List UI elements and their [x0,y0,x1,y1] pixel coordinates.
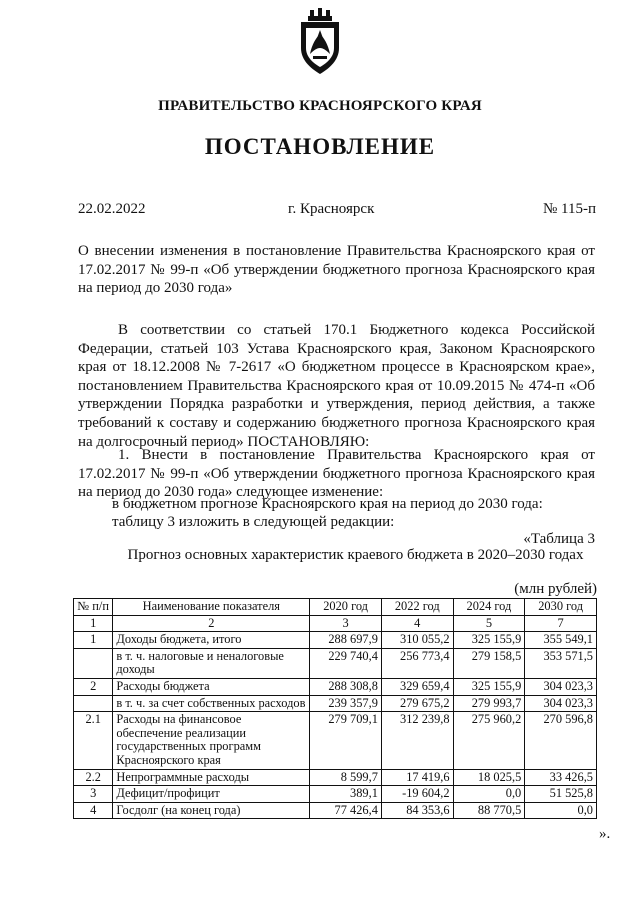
document-number: № 115-п [543,201,597,217]
table-row [74,695,597,712]
table-row [74,632,597,649]
row-num [74,695,113,712]
value-2022: 312 239,8 [381,712,453,769]
value-2022: 279 675,2 [381,695,453,712]
organization-name: ПРАВИТЕЛЬСТВО КРАСНОЯРСКОГО КРАЯ [158,98,482,114]
index-cell: 7 [525,615,597,632]
header-num: № п/п [74,599,113,616]
document-date: 22.02.2022 [78,201,146,217]
row-name: в т. ч. налоговые и неналоговые доходы [113,648,310,678]
row-num: 3 [74,786,113,803]
row-name: Расходы бюджета [113,678,310,695]
value-2020: 288 308,8 [310,678,382,695]
row-num: 1 [74,632,113,649]
table-row [74,712,597,769]
column-index-row [74,615,597,632]
value-2024: 18 025,5 [453,769,525,786]
value-2030: 270 596,8 [525,712,597,769]
value-2030: 51 525,8 [525,786,597,803]
index-cell: 2 [113,615,310,632]
value-2024: 88 770,5 [453,802,525,819]
value-2030: 304 023,3 [525,695,597,712]
document-type: ПОСТАНОВЛЕНИЕ [204,134,436,159]
value-2020: 8 599,7 [310,769,382,786]
value-2024: 0,0 [453,786,525,803]
value-2020: 279 709,1 [310,712,382,769]
value-2022: 256 773,4 [381,648,453,678]
value-2024: 279 158,5 [453,648,525,678]
value-2020: 77 426,4 [310,802,382,819]
value-2024: 325 155,9 [453,632,525,649]
document-subject: О внесении изменения в постановление Правительства Красноярского края от 17.02.2017 № 99-п «Об утверждении бюджетного прогноза Красноярского края на период до 2030 года» [78,243,595,297]
header-2020: 2020 год [310,599,382,616]
value-2030: 0,0 [525,802,597,819]
table-row [74,769,597,786]
row-name: Непрограммные расходы [113,769,310,786]
closing-quote: ». [599,826,611,842]
value-2020: 389,1 [310,786,382,803]
row-num: 2.1 [74,712,113,769]
row-name: в т. ч. за счет собственных расходов [113,695,310,712]
row-name: Дефицит/профицит [113,786,310,803]
value-2024: 275 960,2 [453,712,525,769]
value-2022: 17 419,6 [381,769,453,786]
index-cell: 5 [453,615,525,632]
value-2020: 288 697,9 [310,632,382,649]
header-2030: 2030 год [525,599,597,616]
value-2020: 239 357,9 [310,695,382,712]
header-name: Наименование показателя [113,599,310,616]
table-row [74,648,597,678]
coat-of-arms-icon [296,8,344,76]
row-name: Госдолг (на конец года) [113,802,310,819]
value-2030: 33 426,5 [525,769,597,786]
table-row [74,802,597,819]
table-units: (млн рублей) [514,581,597,597]
value-2030: 304 023,3 [525,678,597,695]
table-reference: «Таблица 3 [523,531,595,547]
table-header-row [74,599,597,616]
value-2024: 279 993,7 [453,695,525,712]
table-row [74,786,597,803]
row-num: 2 [74,678,113,695]
value-2024: 325 155,9 [453,678,525,695]
header-2024: 2024 год [453,599,525,616]
value-2022: 84 353,6 [381,802,453,819]
preamble-paragraph: В соответствии со статьей 170.1 Бюджетного кодекса Российской Федерации, статьей 103 Устава Красноярского края, Законом Красноярского края от 18.12.2008 № 7-2617 «О бюджетном процессе в Красноярском крае», постановлением Правительства Красноярского края от 10.09.2015 № 474-п «Об утверждении Порядка разработки и утверждения, период действия, а также требований к составу и содержанию бюджетного прогноза Красноярского края на долгосрочный период» ПОСТАНОВЛЯЮ: [78,322,595,450]
value-2030: 355 549,1 [525,632,597,649]
forecast-line: в бюджетном прогнозе Красноярского края на период до 2030 года: [112,496,543,512]
row-name: Доходы бюджета, итого [113,632,310,649]
value-2022: 310 055,2 [381,632,453,649]
row-name: Расходы на финансовое обеспечение реализации государственных программ Красноярского края [113,712,310,769]
row-num: 4 [74,802,113,819]
value-2022: 329 659,4 [381,678,453,695]
index-cell: 1 [74,615,113,632]
table-title: Прогноз основных характеристик краевого бюджета в 2020–2030 годах [127,547,584,563]
item-1-paragraph: 1. Внести в постановление Правительства Красноярского края от 17.02.2017 № 99-п «Об утверждении бюджетного прогноза Красноярского края на период до 2030 года» следующее изменение: [78,447,595,501]
value-2030: 353 571,5 [525,648,597,678]
row-num: 2.2 [74,769,113,786]
header-2022: 2022 год [381,599,453,616]
document-city: г. Красноярск [288,201,375,217]
index-cell: 3 [310,615,382,632]
table-instruction-line: таблицу 3 изложить в следующей редакции: [112,514,395,530]
value-2020: 229 740,4 [310,648,382,678]
index-cell: 4 [381,615,453,632]
row-num [74,648,113,678]
value-2022: -19 604,2 [381,786,453,803]
table-row [74,678,597,695]
budget-forecast-table [73,598,597,819]
